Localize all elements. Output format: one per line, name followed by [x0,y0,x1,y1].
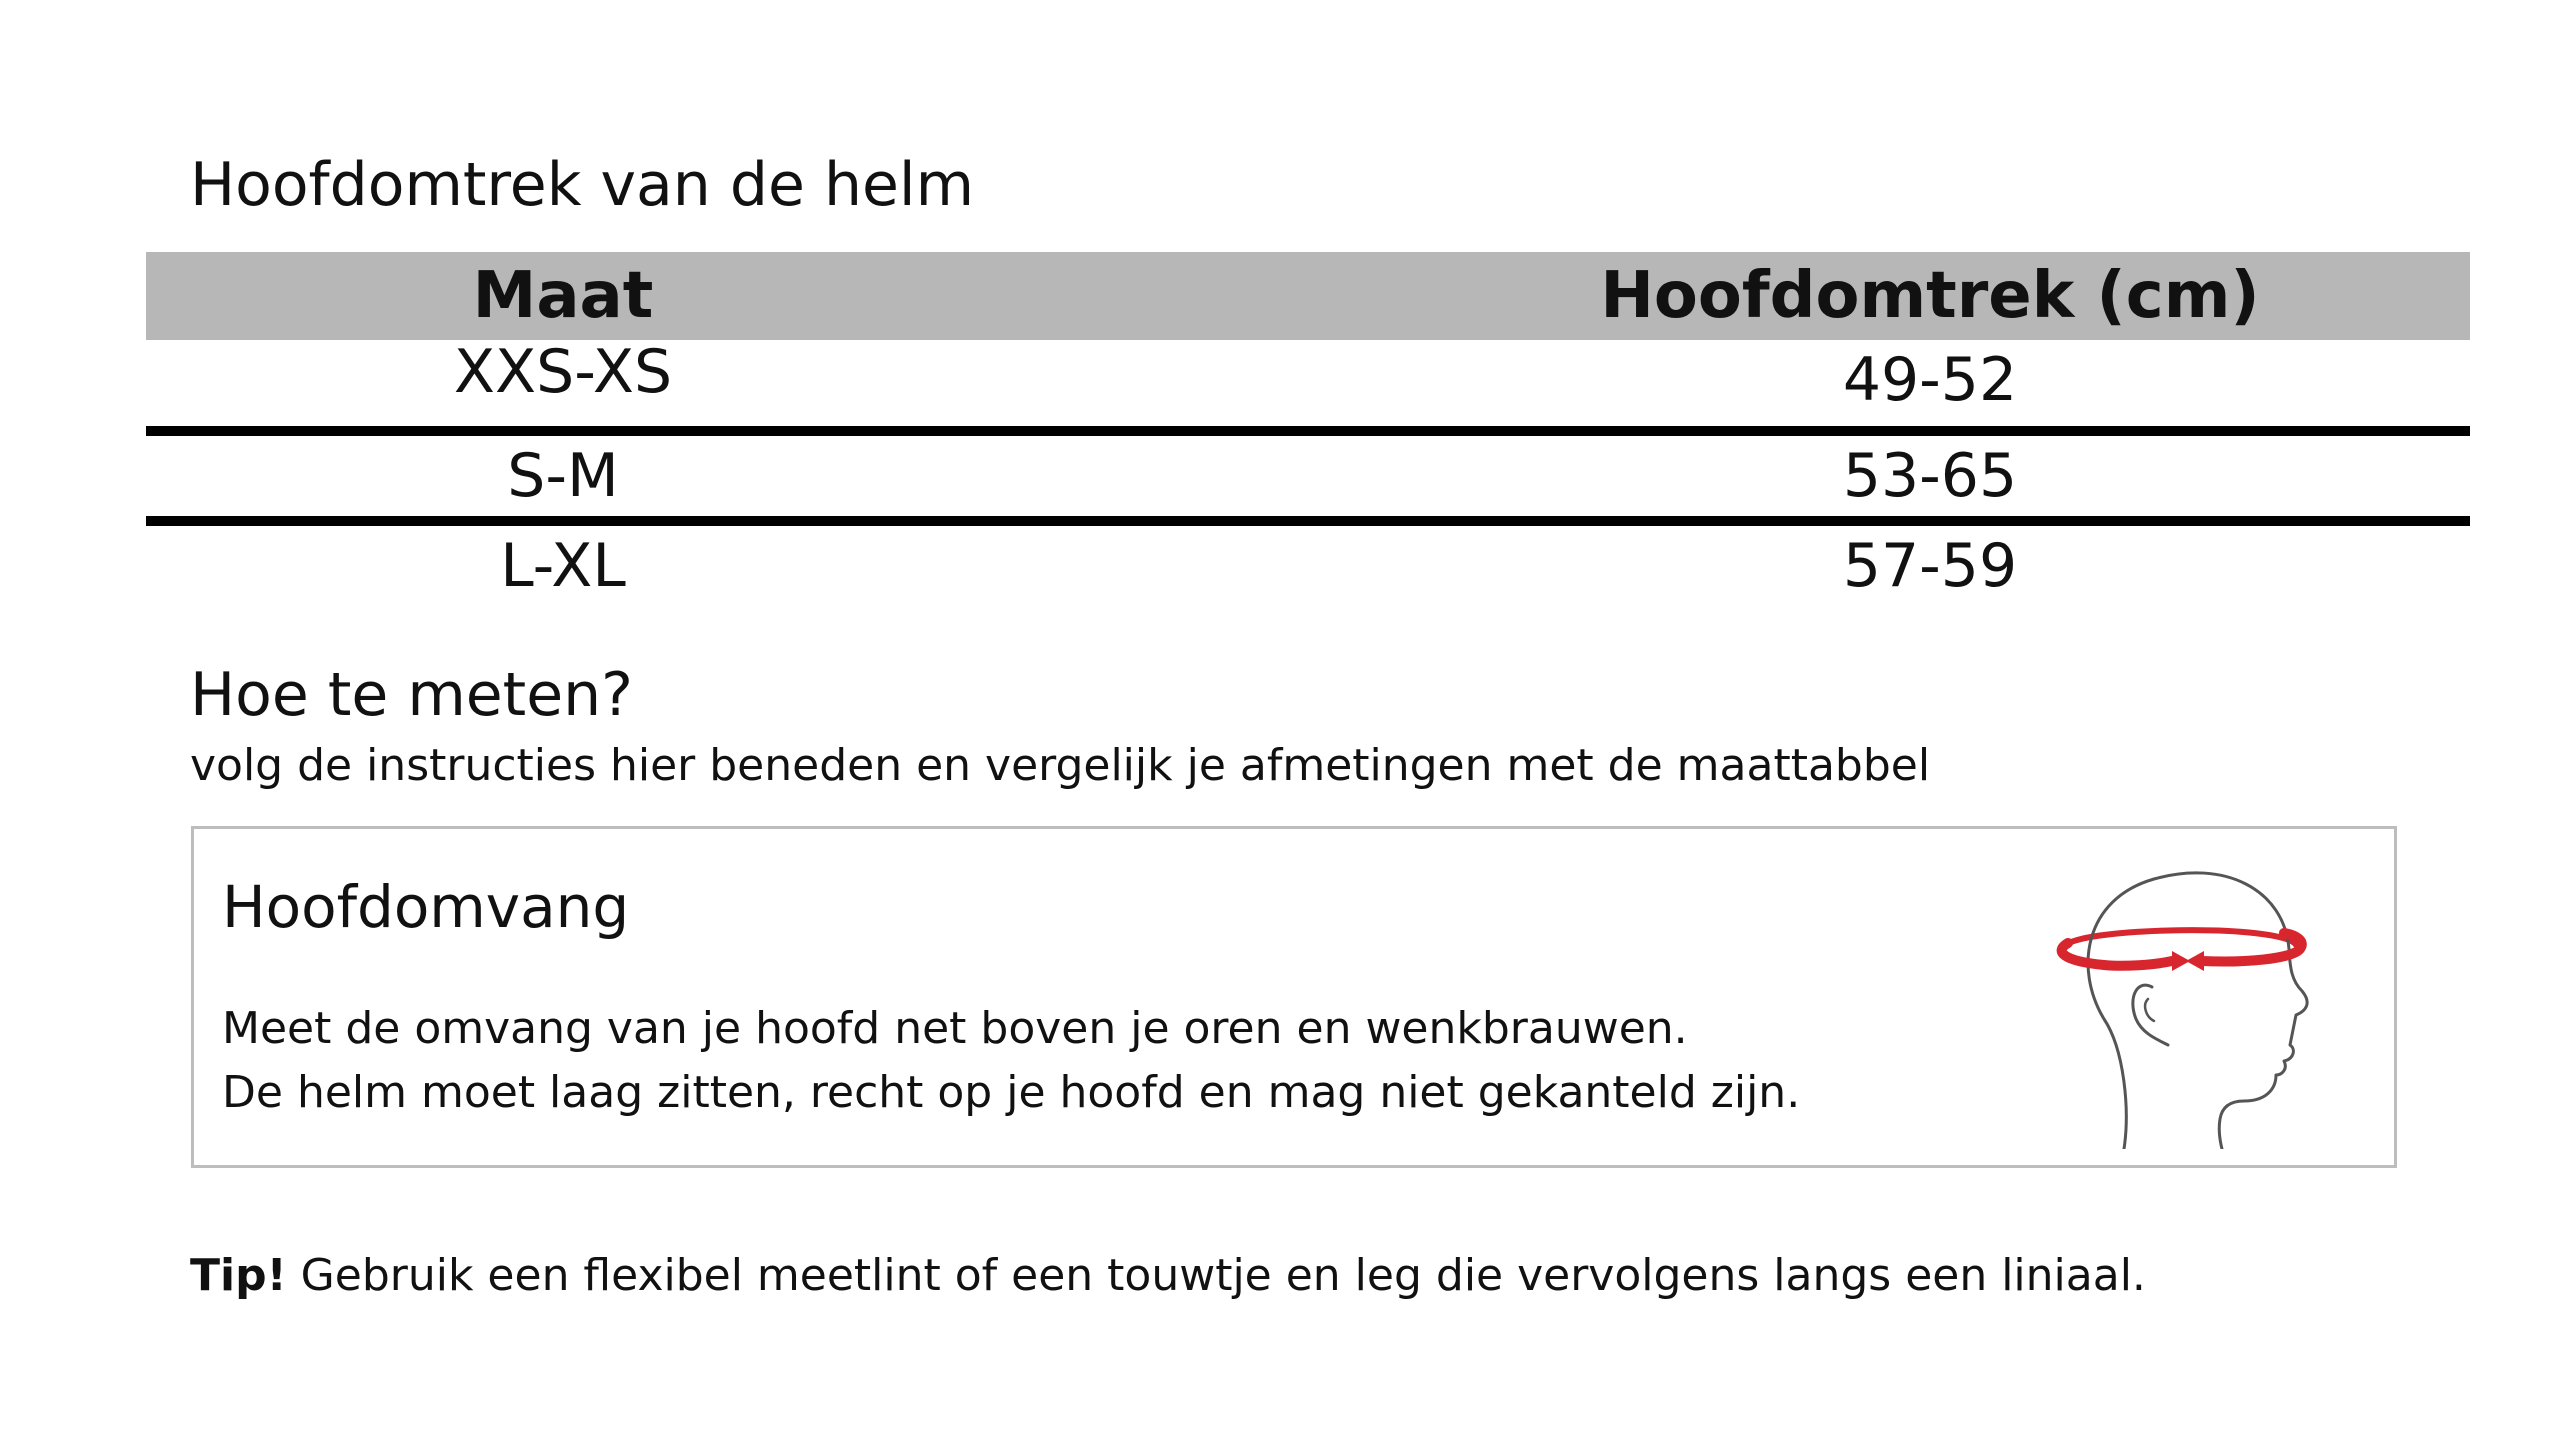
box-instruction-line: De helm moet laag zitten, recht op je hoofd en mag niet gekanteld zijn. [222,1067,1801,1118]
header-size: Maat [472,259,654,333]
row-divider [146,516,2470,526]
table-row [146,436,2470,516]
size-table [146,252,2470,606]
howto-subtitle: volg de instructies hier beneden en vergelijk je afmetingen met de maattabbel [190,740,1931,791]
cell-circumference: 57-59 [1842,531,2018,601]
table-row [146,526,2470,606]
header-circumference: Hoofdomtrek (cm) [1600,259,2260,333]
cell-size: S-M [507,441,619,511]
cell-circumference: 53-65 [1842,441,2018,511]
table-row [146,337,2470,426]
cell-size: L-XL [500,531,626,601]
head-measurement-icon [2044,849,2344,1149]
measure-instructions-box [191,826,2397,1168]
howto-title: Hoe te meten? [190,660,633,730]
tip-label: Tip! [190,1250,287,1301]
cell-circumference: 49-52 [1842,345,2018,415]
tip-text: Gebruik een flexibel meetlint of een touwtje en leg die vervolgens langs een liniaal. [286,1250,2146,1301]
box-title: Hoofdomvang [222,873,630,941]
box-instruction-line: Meet de omvang van je hoofd net boven je oren en wenkbrauwen. [222,1003,1688,1054]
tip [190,1246,2146,1306]
row-divider [146,426,2470,436]
page-title: Hoofdomtrek van de helm [190,150,975,220]
table-header [146,252,2470,340]
cell-size: XXS-XS [453,337,673,407]
